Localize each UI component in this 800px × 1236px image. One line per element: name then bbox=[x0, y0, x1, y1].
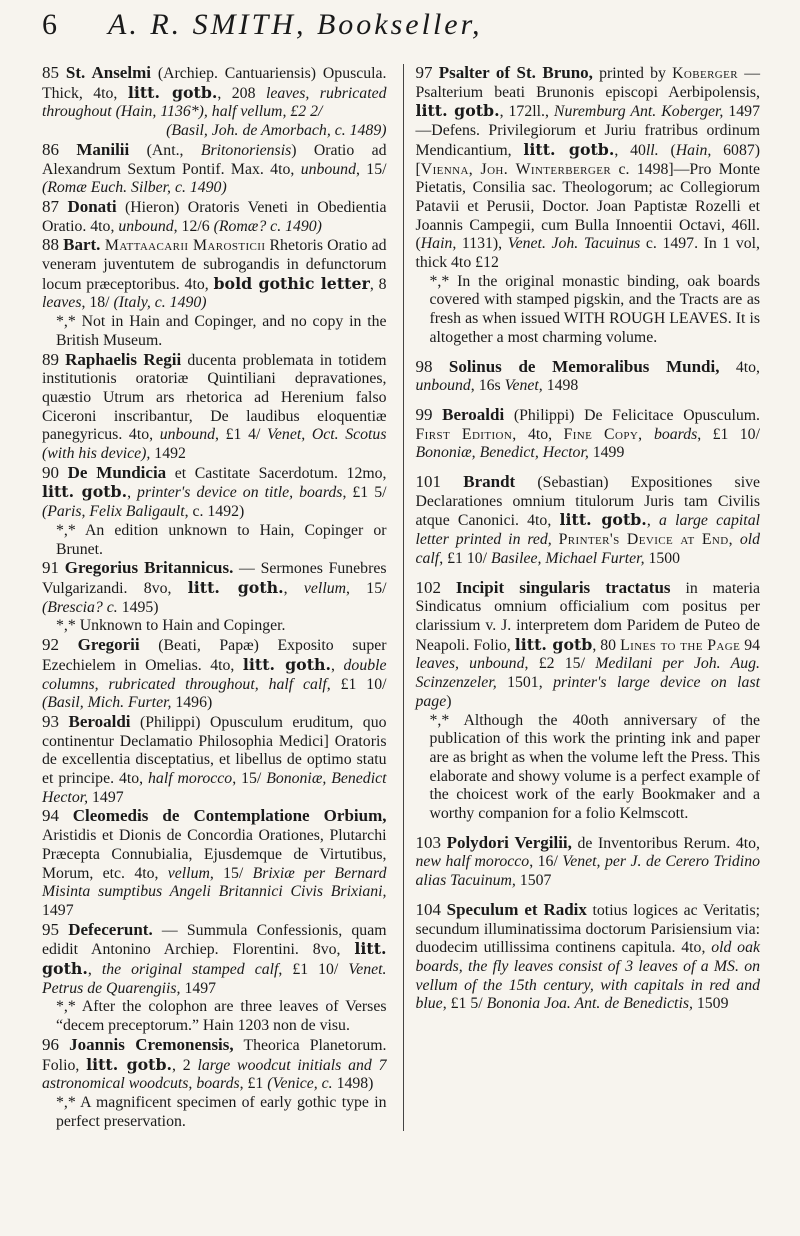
right-column bbox=[403, 64, 761, 1131]
entry-headword: Manilii bbox=[76, 139, 130, 159]
catalogue-entry-104: 104 Speculum et Radix totius logices ac Veritatis; secundum illuminatissima doctorum Parisiensium via: duodecim utillissima continens capitula. 4to, old oak boards, the fly leaves consist of 3 leaves of a MS. on vellum of the 15th century, with capitals in red and blue, £1 5/ Bononia Joa. Ant. de Benedictis, 1509 bbox=[415, 899, 760, 1013]
entry-headword: Beroaldi bbox=[68, 711, 131, 731]
entry-headword: St. Anselmi bbox=[65, 63, 151, 82]
catalogue-entry-91: 91 Gregorius Britannicus. — Sermones Funebres Vulgarizandi. 8vo, litt. goth., vellum, 15/ (Brescia? c. 1495) *,* Unknown to Hain and Copinger. bbox=[42, 558, 387, 635]
entry-headword: Psalter of St. Bruno, bbox=[438, 63, 593, 82]
catalogue-entry-87: 87 Donati (Hieron) Oratoris Veneti in Obedientia Oratio. 4to, unbound, 12/6 (Romæ? c. 1490) bbox=[42, 196, 387, 235]
catalogue-entry-101: 101 Brandt (Sebastian) Expositiones sive Declarationes omnium titulorum Juris tam Civilis atque Canonici. 4to, litt. gotb., a large capital letter printed in red, Printer's Device at End, old calf, £1 10/ Basilee, Michael Furter, 1500 bbox=[415, 472, 761, 567]
catalogue-entry-88: 88 Bart. Mattaacarii Marosticii Rhetoris Oratio ad veneram juventutem de subrogandis in defunctorum locum præceptoribus. 4to, bold gothic letter, 8 leaves, 18/ (Italy, c. 1490) *,* Not in Hain and Copinger, and no copy in the British Museum. bbox=[42, 235, 387, 349]
catalogue-entry-95: 95 Defecerunt. — Summula Confessionis, quam edidit Antonino Archiep. Florentini. 8vo, litt. goth., the original stamped calf, £1 10/ Venet. Petrus de Quarengiis, 1497 *,* After the colophon are three leaves of Verses “decem preceptorum.” Hain 1203 non de visu. bbox=[42, 919, 387, 1035]
entry-headword: Beroaldi bbox=[442, 404, 505, 424]
catalogue-entry-93: 93 Beroaldi (Philippi) Opusculum eruditum, quo continentur Declamatio Philosophia Medici] Oratoris de excellentia disceptatius, et libellus de optimo statu et principe. 4to, half morocco, 15/ Bononiæ, Benedict Hector, 1497 bbox=[42, 711, 387, 806]
catalogue-entry-102: 102 Incipit singularis tractatus in materia Sindicatus omnium officialium com positus per clarissium v. J. interpretem dom Paridem de Puteo de Neapoli. Folio, litt. gotb, 80 Lines to the Page 94 leaves, unbound, £2 15/ Medilani per Joh. Aug. Scinzenzeler, 1501, printer's large device on last page) *,* Although the 40oth anniversary of the publication of this work the printing ink and paper are as bright as when the volume left the Press. This elaborate and showy volume is a perfect example of the choicest work of the early Bookmaker and a worthy companion for a folio Kelmscott. bbox=[415, 577, 761, 823]
entry-note: *,* An edition unknown to Hain, Copinger or Brunet. bbox=[56, 521, 387, 558]
running-title: A. R. SMITH, Bookseller, bbox=[108, 8, 483, 41]
entry-note: *,* After the colophon are three leaves of Verses “decem preceptorum.” Hain 1203 non de visu. bbox=[56, 998, 387, 1035]
entry-headword: Cleomedis de Contemplatione Orbium, bbox=[72, 806, 387, 826]
entry-note: *,* In the original monastic binding, oak boards covered with stamped pigskin, and the Tracts are as fresh as when issued WITH ROUGH LEAVES. It is altogether a most charming volume. bbox=[429, 272, 760, 346]
catalogue-entry-94: 94 Cleomedis de Contemplatione Orbium, Aristidis et Dionis de Concordia Orationes, Plutarchi Præcepta Connubialia, Ejusdemque de Virtutibus, Morum, etc. 4to, vellum, 15/ Brixiæ per Bernard Misinta sumptibus Angeli Britannici Civis Brixiani, 1497 bbox=[42, 806, 387, 919]
entry-headword: Gregorii bbox=[77, 635, 140, 655]
page-header bbox=[42, 8, 760, 42]
entry-headword: Defecerunt. bbox=[68, 919, 153, 939]
left-column bbox=[42, 64, 387, 1131]
catalogue-entry-98: 98 Solinus de Memoralibus Mundi, 4to, unbound, 16s Venet, 1498 bbox=[415, 356, 760, 395]
catalogue-entry-92: 92 Gregorii (Beati, Papæ) Exposito super Ezechielem in Omelias. 4to, litt. goth., double columns, rubricated throughout, half calf, £1 10/ (Basil, Mich. Furter, 1496) bbox=[42, 635, 387, 712]
entry-headword: Joannis Cremonensis, bbox=[69, 1034, 234, 1054]
entry-headword: Raphaelis Regii bbox=[65, 349, 182, 369]
entry-note: *,* A magnificent specimen of early gothic type in perfect preservation. bbox=[56, 1093, 387, 1130]
two-column-body bbox=[42, 64, 760, 1131]
entry-headword: Brandt bbox=[463, 472, 516, 492]
entry-headword: Gregorius Britannicus. bbox=[64, 558, 234, 578]
entry-headword: Polydori Vergilii, bbox=[446, 832, 572, 852]
entry-headword: Incipit singularis tractatus bbox=[455, 577, 671, 597]
catalogue-entry-99: 99 Beroaldi (Philippi) De Felicitace Opusculum. First Edition, 4to, Fine Copy, boards, £1 10/ Bononiæ, Benedict, Hector, 1499 bbox=[415, 404, 760, 462]
page-number: 6 bbox=[42, 8, 57, 41]
catalogue-entry-96: 96 Joannis Cremonensis, Theorica Planetorum. Folio, litt. gotb., 2 large woodcut initials and 7 astronomical woodcuts, boards, £1 (Venice, c. 1498) *,* A magnificent specimen of early gothic type in perfect preservation. bbox=[42, 1034, 387, 1130]
catalogue-entry-103: 103 Polydori Vergilii, de Inventoribus Rerum. 4to, new half morocco, 16/ Venet, per J. de Cerero Tridino alias Tacuinum, 1507 bbox=[415, 832, 760, 890]
entry-headword: Donati bbox=[67, 196, 117, 216]
catalogue-entry-89: 89 Raphaelis Regii ducenta problemata in totidem institutionis oratoriæ Quintiliani depravationes, quæstio Utrum ars rhetorica ad Herenium falso Ciceroni inscribantur, De laudibus eloquentiæ panegyricus. 4to, unbound, £1 4/ Venet, Oct. Scotus (with his device), 1492 bbox=[42, 349, 387, 463]
entry-headword: Bart. bbox=[63, 235, 101, 255]
entry-headword: Speculum et Radix bbox=[446, 899, 587, 919]
catalogue-entry-85: 85 St. Anselmi (Archiep. Cantuariensis) Opuscula. Thick, 4to, litt. gotb., 208 leaves, rubricated throughout (Hain, 1136*), half vellum, £2 2/ (Basil, Joh. de Amorbach, c. 1489) bbox=[42, 63, 387, 140]
entry-note: *,* Not in Hain and Copinger, and no copy in the British Museum. bbox=[56, 313, 387, 349]
catalogue-entry-97: 97 Psalter of St. Bruno, printed by Koberger — Psalterium beati Brunonis episcopi Aerbipolensis, litt. gotb., 172ll., Nuremburg Ant. Koberger, 1497—Defens. Privilegiorum et Juriu fratribus ordinum Mendicantium, litt. gotb., 40ll. (Hain, 6087) [Vienna, Joh. Winterberger c. 1498]—Pro Monte Pietatis, Consilia sac. Theologorum; ac Collegiorum Patavii et Perusii, Doctor. Joan Paptistæ Rozelli et Joannis Campegii, cum Bulla Innoentii Octavi, 46ll. (Hain, 1131), Venet. Joh. Tacuinus c. 1497. In 1 vol, thick 4to £12 *,* In the original monastic binding, oak boards covered with stamped pigskin, and the Tracts are as fresh as when issued WITH ROUGH LEAVES. It is altogether a most charming volume. bbox=[415, 63, 761, 346]
entry-note: *,* Although the 40oth anniversary of the publication of this work the printing ink and paper are as bright as when the volume left the Press. This elaborate and showy volume is a perfect example of the choicest work of the early Bookmaker and a worthy companion for a folio Kelmscott. bbox=[429, 711, 760, 823]
catalogue-entry-86: 86 Manilii (Ant., Britonoriensis) Oratio ad Alexandrum Sextum Pontif. Max. 4to, unbound, 15/ (Romæ Euch. Silber, c. 1490) bbox=[42, 139, 387, 197]
catalogue-entry-90: 90 De Mundicia et Castitate Sacerdotum. 12mo, litt. gotb., printer's device on title, boards, £1 5/ (Paris, Felix Baligault, c. 1492) *,* An edition unknown to Hain, Copinger or Brunet. bbox=[42, 462, 387, 558]
entry-note: *,* Unknown to Hain and Copinger. bbox=[56, 617, 286, 635]
entry-headword: Solinus de Memoralibus Mundi, bbox=[448, 356, 720, 376]
entry-headword: De Mundicia bbox=[67, 462, 167, 482]
